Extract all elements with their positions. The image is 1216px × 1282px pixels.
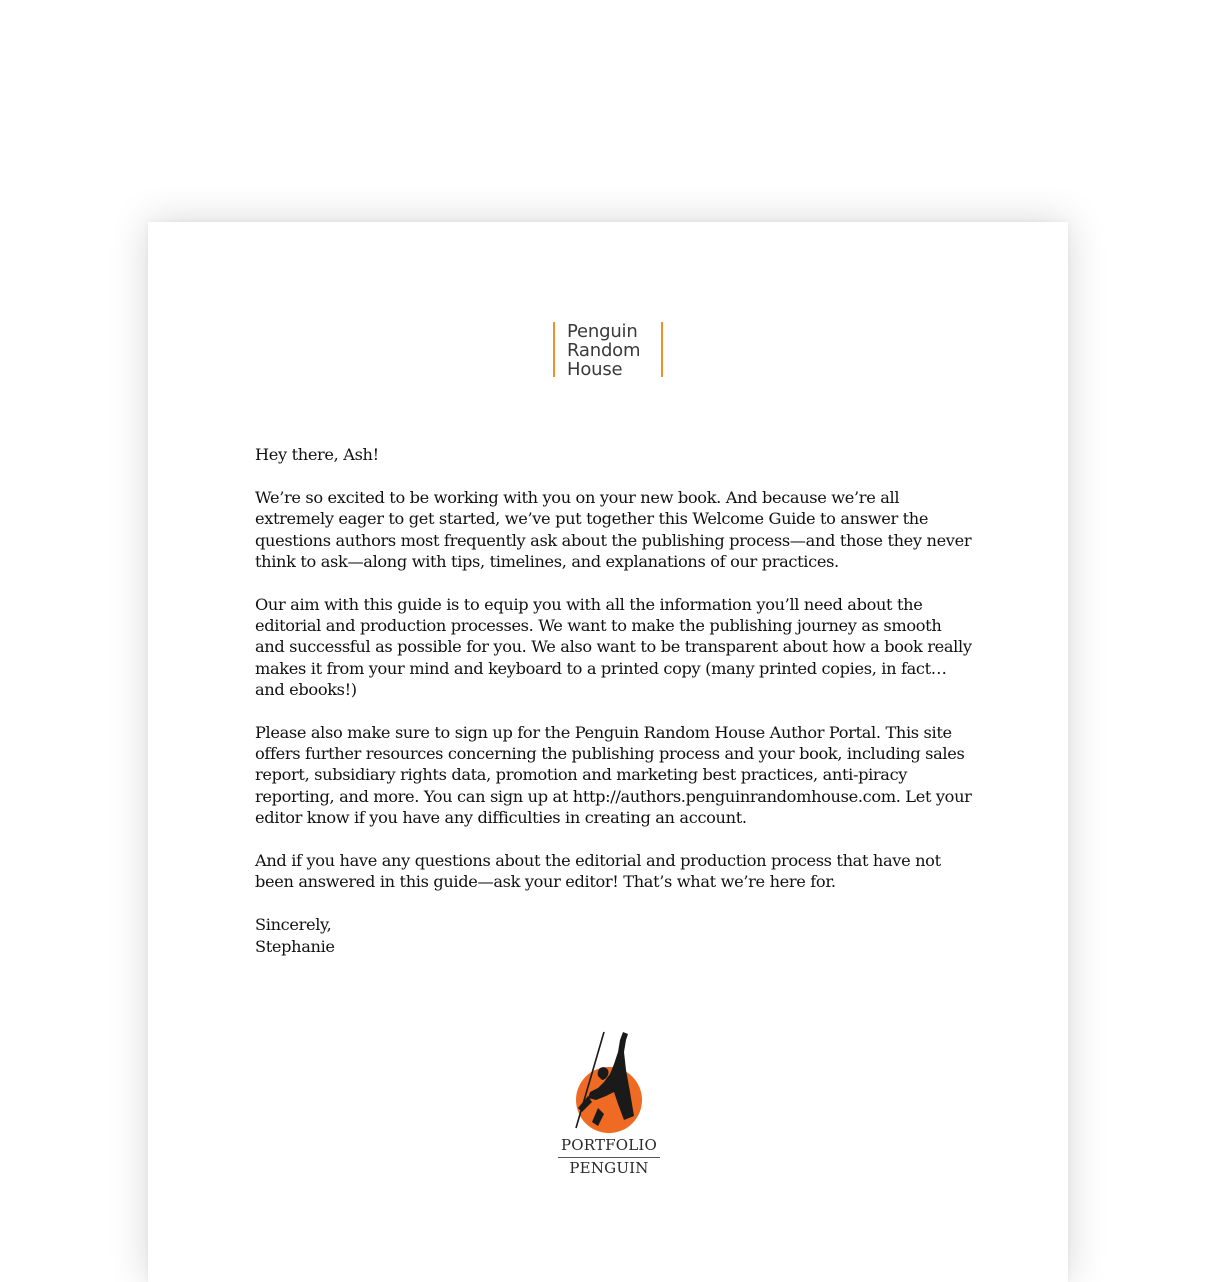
penguin-random-house-logo xyxy=(553,322,663,378)
letter-paragraph-4: And if you have any questions about the editorial and production process that have not been answered in this guide—ask your editor! That’s what we’re here for. xyxy=(255,851,941,892)
logo-left-bar xyxy=(553,322,555,377)
portfolio-penguin-logo xyxy=(556,1030,662,1180)
letter-greeting: Hey there, Ash! xyxy=(255,445,379,464)
letter-paragraph-1: We’re so excited to be working with you on your new book. And because we’re all extremely eager to get started, we’ve put together this Welcome Guide to answer the questions authors most frequently ask about the publishing process—and those they never think to ask—along with tips, timelines, and explanations of our practices. xyxy=(255,488,972,571)
letter-page xyxy=(148,222,1068,1282)
penguin-wordmark: PENGUIN xyxy=(569,1159,649,1177)
letter-paragraph-3: Please also make sure to sign up for the Penguin Random House Author Portal. This site offers further resources concerning the publishing process and your book, including sales report, subsidiary rights data, promotion and marketing best practices, anti-piracy reporting, and more. You can sign up at http://authors.penguinrandomhouse.com. Let your editor know if you have any difficulties in creating an account. xyxy=(255,723,972,827)
letter-body xyxy=(255,444,975,979)
letter-signoff xyxy=(255,914,975,956)
logo-right-bar xyxy=(661,322,663,377)
portfolio-wordmark: PORTFOLIO xyxy=(560,1136,658,1154)
portfolio-emblem-icon xyxy=(568,1030,650,1134)
logo-line-1: Penguin xyxy=(567,321,638,342)
logo-line-2: Random xyxy=(567,340,641,361)
letter-signature: Stephanie xyxy=(255,936,335,956)
logo-divider xyxy=(558,1157,660,1158)
logo-wordmark xyxy=(567,322,640,379)
letter-closing: Sincerely, xyxy=(255,915,332,935)
letter-paragraph-2: Our aim with this guide is to equip you with all the information you’ll need about the editorial and production processes. We want to make the publishing journey as smooth and successful as possible for you. We also want to be transparent about how a book really makes it from your mind and keyboard to a printed copy (many printed copies, in fact…and ebooks!) xyxy=(255,595,972,699)
logo-line-3: House xyxy=(567,359,623,380)
